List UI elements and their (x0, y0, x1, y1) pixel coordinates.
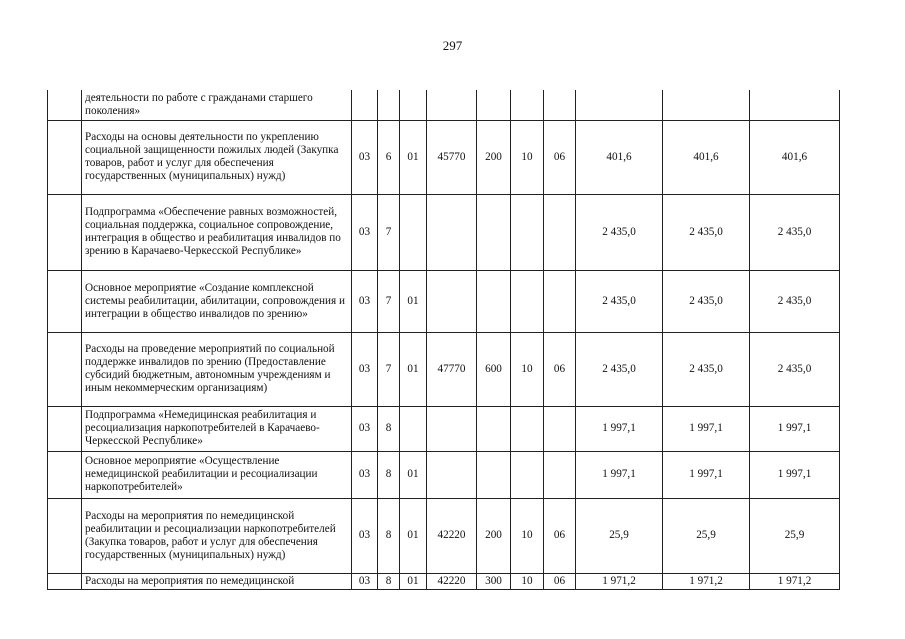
row-name: Расходы на проведение мероприятий по социальной поддержке инвалидов по зрению (Предоставление субсидий бюджетным, автономным учреждениям и иным некоммерческим организациям) (82, 332, 352, 406)
table-row: Расходы на основы деятельности по укреплению социальной защищенности пожилых людей (Закупка товаров, работ и услуг для обеспечения государственных (муниципальных) нужд) 03 6 01 45770 200 10 06 401,6 401,6 401,6 (48, 120, 840, 194)
table-body (48, 90, 840, 589)
row-name: деятельности по работе с гражданами старшего поколения» (82, 90, 352, 120)
table-row: Подпрограмма «Обеспечение равных возможностей, социальная поддержка, социальное сопровождение, интеграция в общество и реабилитация инвалидов по зрению в Карачаево-Черкесской Республике» 03 7 2 435,0 2 435,0 2 435,0 (48, 194, 840, 270)
page-number: 297 (442, 38, 463, 53)
row-name: Расходы на мероприятия по немедицинской реабилитации и ресоциализации наркопотребителей (Закупка товаров, работ и услуг для обеспечения государственных (муниципальных) нужд) (82, 498, 352, 573)
row-name: Подпрограмма «Немедицинская реабилитация и ресоциализация наркопотребителей в Карачаево-Черкесской Республике» (82, 406, 352, 451)
table-row: Основное мероприятие «Осуществление немедицинской реабилитации и ресоциализации наркопотребителей» 03 8 01 1 997,1 1 997,1 1 997,1 (48, 451, 840, 498)
table-row: Подпрограмма «Немедицинская реабилитация и ресоциализация наркопотребителей в Карачаево-Черкесской Республике» 03 8 1 997,1 1 997,1 1 997,1 (48, 406, 840, 451)
row-name: Расходы на мероприятия по немедицинской (82, 573, 352, 589)
table-row: Расходы на мероприятия по немедицинской 03 8 01 42220 300 10 06 1 971,2 1 971,2 1 971,2 (48, 573, 840, 589)
row-name: Подпрограмма «Обеспечение равных возможностей, социальная поддержка, социальное сопровождение, интеграция в общество и реабилитация инвалидов по зрению в Карачаево-Черкесской Республике» (82, 194, 352, 270)
budget-table (47, 90, 840, 590)
row-name: Расходы на основы деятельности по укреплению социальной защищенности пожилых людей (Закупка товаров, работ и услуг для обеспечения государственных (муниципальных) нужд) (82, 120, 352, 194)
table-row: Расходы на мероприятия по немедицинской реабилитации и ресоциализации наркопотребителей (Закупка товаров, работ и услуг для обеспечения государственных (муниципальных) нужд) 03 8 01 42220 200 10 06 25,9 25,9 25,9 (48, 498, 840, 573)
table-row (48, 90, 840, 120)
row-name: Основное мероприятие «Осуществление немедицинской реабилитации и ресоциализации наркопотребителей» (82, 451, 352, 498)
row-name: Основное мероприятие «Создание комплексной системы реабилитации, абилитации, сопровождения и интеграции в общество инвалидов по зрению» (82, 270, 352, 332)
table-row: Расходы на проведение мероприятий по социальной поддержке инвалидов по зрению (Предоставление субсидий бюджетным, автономным учреждениям и иным некоммерческим организациям) 03 7 01 47770 600 10 06 2 435,0 2 435,0 2 435,0 (48, 332, 840, 406)
table-row: Основное мероприятие «Создание комплексной системы реабилитации, абилитации, сопровождения и интеграции в общество инвалидов по зрению» 03 7 01 2 435,0 2 435,0 2 435,0 (48, 270, 840, 332)
